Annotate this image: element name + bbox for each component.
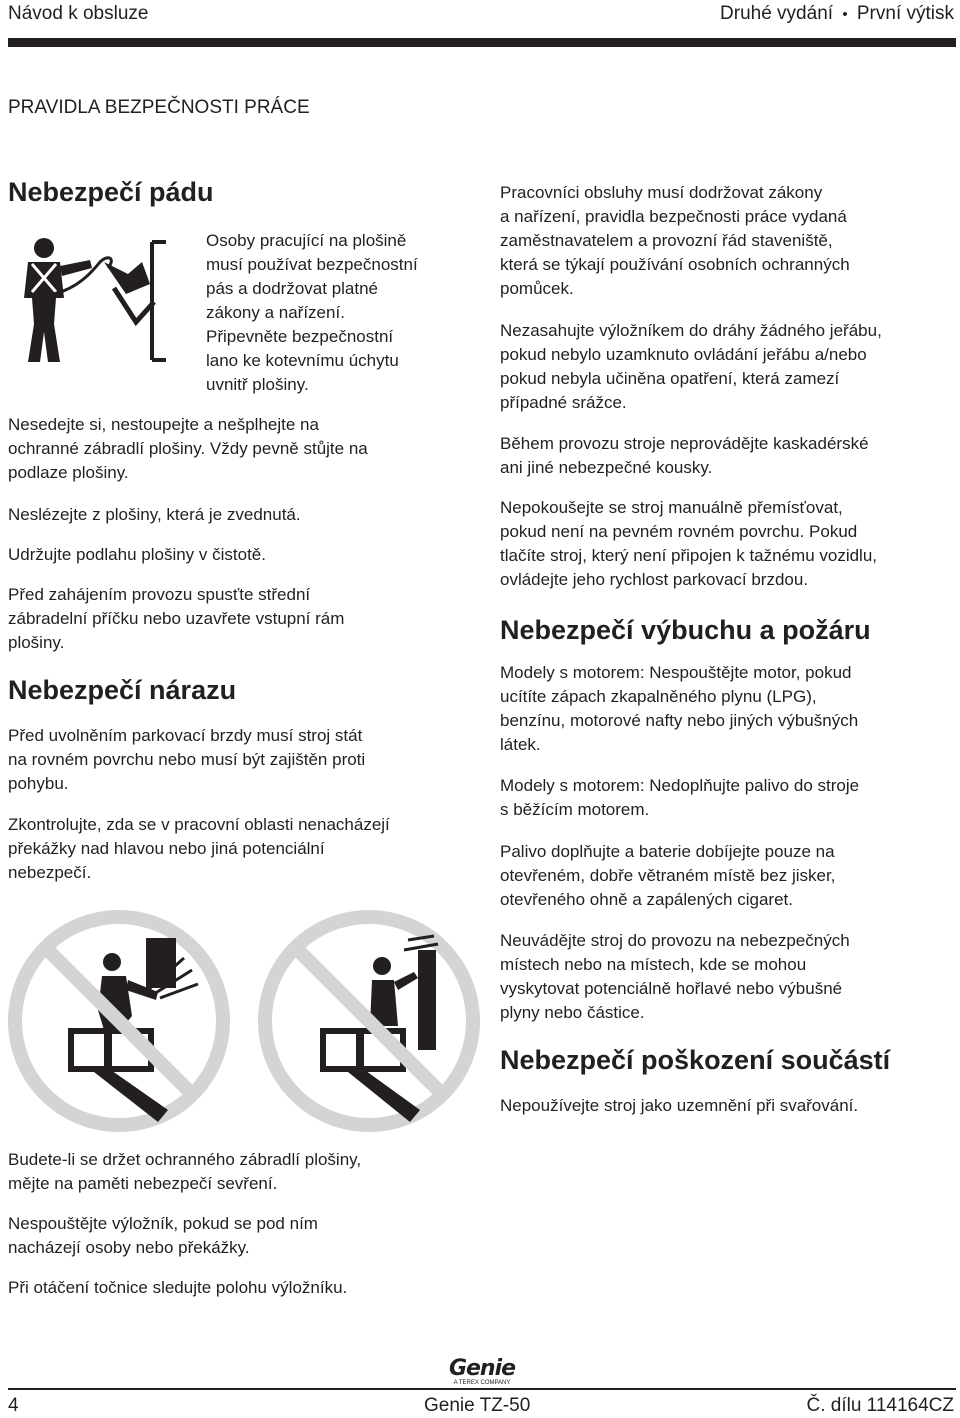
paragraph-line: Pracovníci obsluhy musí dodržovat zákony (500, 183, 823, 202)
paragraph-line: otevřeného ohně a zapálených cigaret. (500, 890, 793, 909)
manual-title: Návod k obsluze (8, 3, 149, 24)
paragraph-line: Nezasahujte výložníkem do dráhy žádného jeřábu, (500, 321, 882, 340)
impact-hazard-heading: Nebezpečí nárazu (8, 675, 237, 705)
ventilation-paragraph (500, 840, 835, 912)
paragraph-line: Modely s motorem: Nedoplňujte palivo do stroje (500, 776, 860, 795)
guardrail-paragraph (8, 413, 368, 485)
paragraph-line: a nařízení, pravidla bezpečnosti práce vydaná (500, 207, 847, 226)
paragraph-line: tlačíte stroj, který není připojen k tažnému vozidlu, (500, 546, 878, 565)
paragraph-line: na rovném povrchu nebo musí být zajištěn proti (8, 750, 366, 769)
page-number: 4 (8, 1395, 19, 1416)
paragraph-line: Modely s motorem: Nespouštějte motor, pokud (500, 663, 852, 682)
model-name: Genie TZ-50 (424, 1395, 531, 1416)
harness-note-line: uvnitř plošiny. (206, 375, 309, 394)
paragraph-line: Nesedejte si, nestoupejte a nešplhejte na (8, 415, 319, 434)
fall-hazard-heading: Nebezpečí pádu (8, 177, 214, 207)
paragraph-line: Před uvolněním parkovací brzdy musí stroj stát (8, 726, 363, 745)
clean-floor-paragraph: Udržujte podlahu plošiny v čistotě. (8, 545, 266, 564)
paragraph-line: zaměstnavatelem a provozní řád staveniště, (500, 231, 833, 250)
explosion-hazard-heading: Nebezpečí výbuchu a požáru (500, 615, 871, 645)
turntable-paragraph: Při otáčení točnice sledujte polohu výložníku. (8, 1278, 348, 1297)
print-label: První výtisk (856, 3, 954, 24)
paragraph-line: Nepokoušejte se stroj manuálně přemísťovat, (500, 498, 843, 517)
midrail-paragraph (8, 583, 344, 655)
harness-note-line: pás a dodržovat platné (206, 279, 379, 298)
engine-lpg-paragraph (500, 661, 858, 757)
paragraph-line: otevřeném, dobře větraném místě bez jisker, (500, 866, 836, 885)
pinch-paragraph (8, 1148, 361, 1196)
paragraph-line: s běžícím motorem. (500, 800, 650, 819)
hazardous-location-paragraph (500, 929, 850, 1025)
header-rule (8, 38, 956, 47)
crane-paragraph (500, 319, 882, 415)
genie-logo (442, 1358, 522, 1387)
edition-bullet: • (842, 6, 848, 23)
paragraph-line: pokud nebyla učiněna opatření, která zamezí (500, 369, 840, 388)
refuel-paragraph (500, 774, 859, 822)
paragraph-line: vyskytovat potenciálně hořlavé nebo výbušné (500, 979, 843, 998)
paragraph-line: Neuvádějte stroj do provozu na nebezpečných (500, 931, 850, 950)
paragraph-line: plošiny. (8, 633, 65, 652)
paragraph-line: ochranné zábradlí plošiny. Vždy pevně stůjte na (8, 439, 368, 458)
paragraph-line: ovládejte jeho rychlost parkovací brzdou. (500, 570, 809, 589)
harness-note-line: musí používat bezpečnostní (206, 255, 418, 274)
harness-note-line: Připevněte bezpečnostní (206, 327, 394, 346)
section-title: PRAVIDLA BEZPEČNOSTI PRÁCE (8, 97, 310, 118)
paragraph-line: překážky nad hlavou nebo jiná potenciální (8, 839, 325, 858)
paragraph-line: pohybu. (8, 774, 69, 793)
logo-tagline: A TEREX COMPANY (453, 1380, 511, 1386)
part-number: Č. dílu 114164CZ (806, 1395, 954, 1416)
paragraph-line: Nespouštějte výložník, pokud se pod ním (8, 1214, 318, 1233)
paragraph-line: Budete-li se držet ochranného zábradlí plošiny, (8, 1150, 362, 1169)
paragraph-line: Během provozu stroje neprovádějte kaskadérské (500, 434, 869, 453)
harness-note-line: Osoby pracující na plošině (206, 231, 407, 250)
harness-note-line: lano ke kotevnímu úchytu (206, 351, 399, 370)
paragraph-line: pokud nebylo uzamknuto ovládání jeřábu a/nebo (500, 345, 867, 364)
paragraph-line: benzínu, motorové nafty nebo jiných výbušných (500, 711, 859, 730)
stunts-paragraph (500, 432, 869, 480)
paragraph-line: nacházejí osoby nebo překážky. (8, 1238, 250, 1257)
no-crushing-icon (8, 910, 230, 1132)
paragraph-line: látek. (500, 735, 541, 754)
raised-platform-paragraph: Neslézejte z plošiny, která je zvednutá. (8, 505, 301, 524)
paragraph-line: místech nebo na místech, kde se mohou (500, 955, 807, 974)
edition-info (720, 2, 954, 27)
paragraph-line: Zkontrolujte, zda se v pracovní oblasti nenacházejí (8, 815, 390, 834)
footer-rule (8, 1388, 956, 1390)
paragraph-line: ani jiné nebezpečné kousky. (500, 458, 713, 477)
harness-note-line: zákony a nařízení. (206, 303, 345, 322)
edition-label: Druhé vydání (720, 3, 834, 24)
welding-ground-paragraph: Nepoužívejte stroj jako uzemnění při svařování. (500, 1096, 859, 1115)
paragraph-line: Palivo doplňujte a baterie dobíjejte pouze na (500, 842, 835, 861)
parking-brake-paragraph (8, 724, 365, 796)
logo-wordmark: Genie (448, 1356, 516, 1381)
paragraph-line: zábradelní příčku nebo uzavřete vstupní rám (8, 609, 345, 628)
paragraph-line: plyny nebo částice. (500, 1003, 645, 1022)
paragraph-line: podlaze plošiny. (8, 463, 129, 482)
paragraph-line: pomůcek. (500, 279, 574, 298)
harness-note (206, 229, 418, 397)
component-damage-heading: Nebezpečí poškození součástí (500, 1045, 891, 1075)
paragraph-line: která se týkají používání osobních ochranných (500, 255, 850, 274)
paragraph-line: pokud není na pevném rovném povrchu. Pokud (500, 522, 858, 541)
manual-move-paragraph (500, 496, 877, 592)
no-overhead-contact-icon (258, 910, 480, 1132)
paragraph-line: mějte na paměti nebezpečí sevření. (8, 1174, 278, 1193)
ppe-paragraph (500, 181, 850, 301)
paragraph-line: nebezpečí. (8, 863, 92, 882)
paragraph-line: Před zahájením provozu spusťte střední (8, 585, 311, 604)
boom-lowering-paragraph (8, 1212, 318, 1260)
paragraph-line: ucítíte zápach zkapalněného plynu (LPG), (500, 687, 817, 706)
fall-harness-icon (8, 232, 168, 364)
paragraph-line: případné srážce. (500, 393, 627, 412)
overhead-paragraph (8, 813, 390, 885)
